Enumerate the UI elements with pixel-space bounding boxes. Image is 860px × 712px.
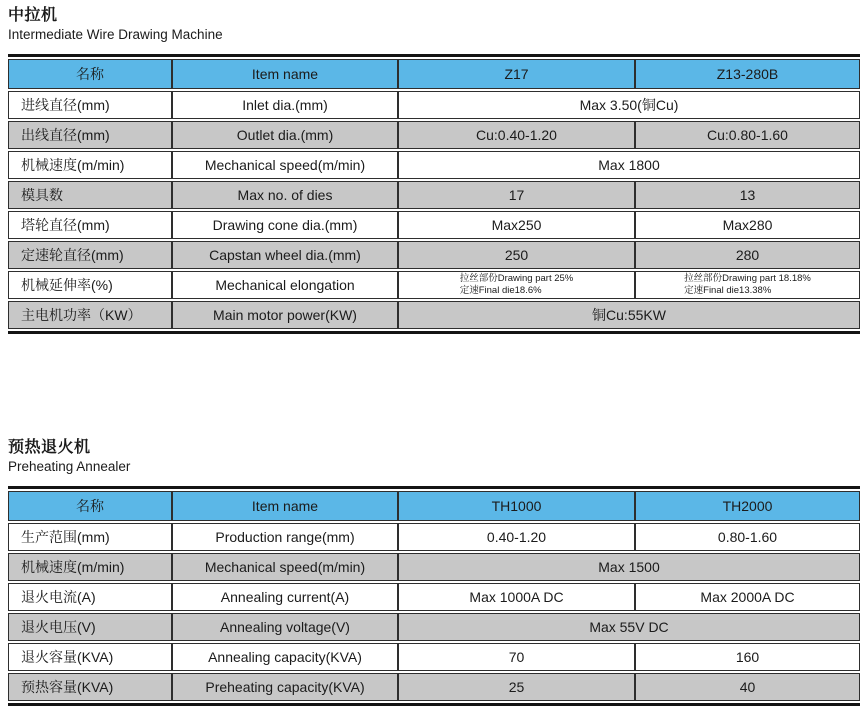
cell-name-en: Capstan wheel dia.(mm) (172, 241, 398, 269)
section-title-zh: 中拉机 (8, 7, 58, 24)
table-header-row (8, 491, 860, 521)
cell-value-span: 铜Cu:55KW (398, 301, 860, 329)
cell-name-zh: 退火电流(A) (8, 583, 172, 611)
cell-name-zh: 生产范围(mm) (8, 523, 172, 551)
cell-name-en: Mechanical elongation (172, 271, 398, 299)
cell-name-en: Drawing cone dia.(mm) (172, 211, 398, 239)
cell-value-1: Cu:0.40-1.20 (398, 121, 635, 149)
elongation-line-1: 拉丝部份Drawing part 18.18% (684, 272, 811, 284)
table-row (8, 553, 860, 581)
table-row (8, 91, 860, 119)
table-row (8, 673, 860, 701)
table-row (8, 151, 860, 179)
cell-value-span: Max 55V DC (398, 613, 860, 641)
cell-value-2: 280 (635, 241, 860, 269)
cell-name-zh: 出线直径(mm) (8, 121, 172, 149)
cell-name-zh: 退火电压(V) (8, 613, 172, 641)
elongation-line-2: 定速Final die13.38% (684, 285, 772, 297)
cell-value-2: 0.80-1.60 (635, 523, 860, 551)
cell-value-2: Cu:0.80-1.60 (635, 121, 860, 149)
section-preheating-annealer (8, 438, 860, 706)
cell-name-zh: 进线直径(mm) (8, 91, 172, 119)
cell-name-zh: 机械速度(m/min) (8, 553, 172, 581)
cell-name-zh: 定速轮直径(mm) (8, 241, 172, 269)
cell-value-2: 40 (635, 673, 860, 701)
table-row (8, 301, 860, 329)
cell-name-en: Outlet dia.(mm) (172, 121, 398, 149)
cell-value-1: 70 (398, 643, 635, 671)
col-header-model-1: TH1000 (398, 491, 635, 521)
section-wire-drawing-machine (8, 6, 860, 334)
cell-value-2 (635, 271, 860, 299)
cell-name-en: Mechanical speed(m/min) (172, 151, 398, 179)
cell-name-en: Annealing voltage(V) (172, 613, 398, 641)
table-row (8, 181, 860, 209)
cell-name-zh: 塔轮直径(mm) (8, 211, 172, 239)
cell-name-zh: 机械速度(m/min) (8, 151, 172, 179)
annealer-spec-table (8, 489, 860, 703)
col-header-model-1: Z17 (398, 59, 635, 89)
cell-name-zh: 机械延伸率(%) (8, 271, 172, 299)
cell-name-en: Annealing capacity(KVA) (172, 643, 398, 671)
table-row-elongation (8, 271, 860, 299)
cell-name-en: Main motor power(KW) (172, 301, 398, 329)
cell-value-1: 250 (398, 241, 635, 269)
table-row (8, 643, 860, 671)
col-header-name-zh: 名称 (8, 491, 172, 521)
cell-value-span: Max 3.50(铜Cu) (398, 91, 860, 119)
table-row (8, 121, 860, 149)
elongation-line-2: 定速Final die18.6% (459, 285, 542, 297)
col-header-item-name: Item name (172, 491, 398, 521)
cell-name-zh: 预热容量(KVA) (8, 673, 172, 701)
table-row (8, 583, 860, 611)
section-title-zh: 预热退火机 (8, 439, 91, 457)
col-header-item-name: Item name (172, 59, 398, 89)
cell-value-span: Max 1500 (398, 553, 860, 581)
col-header-model-2: Z13-280B (635, 59, 860, 89)
table-row (8, 241, 860, 269)
cell-value-2: Max 2000A DC (635, 583, 860, 611)
table-frame (8, 486, 860, 706)
cell-name-zh: 退火容量(KVA) (8, 643, 172, 671)
col-header-name-zh: 名称 (8, 59, 172, 89)
wire-drawing-spec-table (8, 57, 860, 331)
cell-value-1: 0.40-1.20 (398, 523, 635, 551)
cell-value-2: 160 (635, 643, 860, 671)
cell-name-zh: 主电机功率（KW） (8, 301, 172, 329)
cell-name-zh: 模具数 (8, 181, 172, 209)
cell-value-1 (398, 271, 635, 299)
cell-value-1: Max 1000A DC (398, 583, 635, 611)
elongation-line-1: 拉丝部份Drawing part 25% (459, 272, 574, 284)
cell-value-1: 25 (398, 673, 635, 701)
section-title-en: Preheating Annealer (8, 459, 131, 475)
cell-value-1: Max250 (398, 211, 635, 239)
table-header-row (8, 59, 860, 89)
cell-name-en: Inlet dia.(mm) (172, 91, 398, 119)
section-title-en: Intermediate Wire Drawing Machine (8, 27, 223, 42)
cell-name-en: Max no. of dies (172, 181, 398, 209)
table-row (8, 613, 860, 641)
cell-name-en: Annealing current(A) (172, 583, 398, 611)
cell-value-2: Max280 (635, 211, 860, 239)
cell-value-2: 13 (635, 181, 860, 209)
cell-name-en: Production range(mm) (172, 523, 398, 551)
table-row (8, 211, 860, 239)
col-header-model-2: TH2000 (635, 491, 860, 521)
cell-value-1: 17 (398, 181, 635, 209)
cell-name-en: Mechanical speed(m/min) (172, 553, 398, 581)
cell-value-span: Max 1800 (398, 151, 860, 179)
cell-name-en: Preheating capacity(KVA) (172, 673, 398, 701)
table-row (8, 523, 860, 551)
table-frame (8, 54, 860, 334)
